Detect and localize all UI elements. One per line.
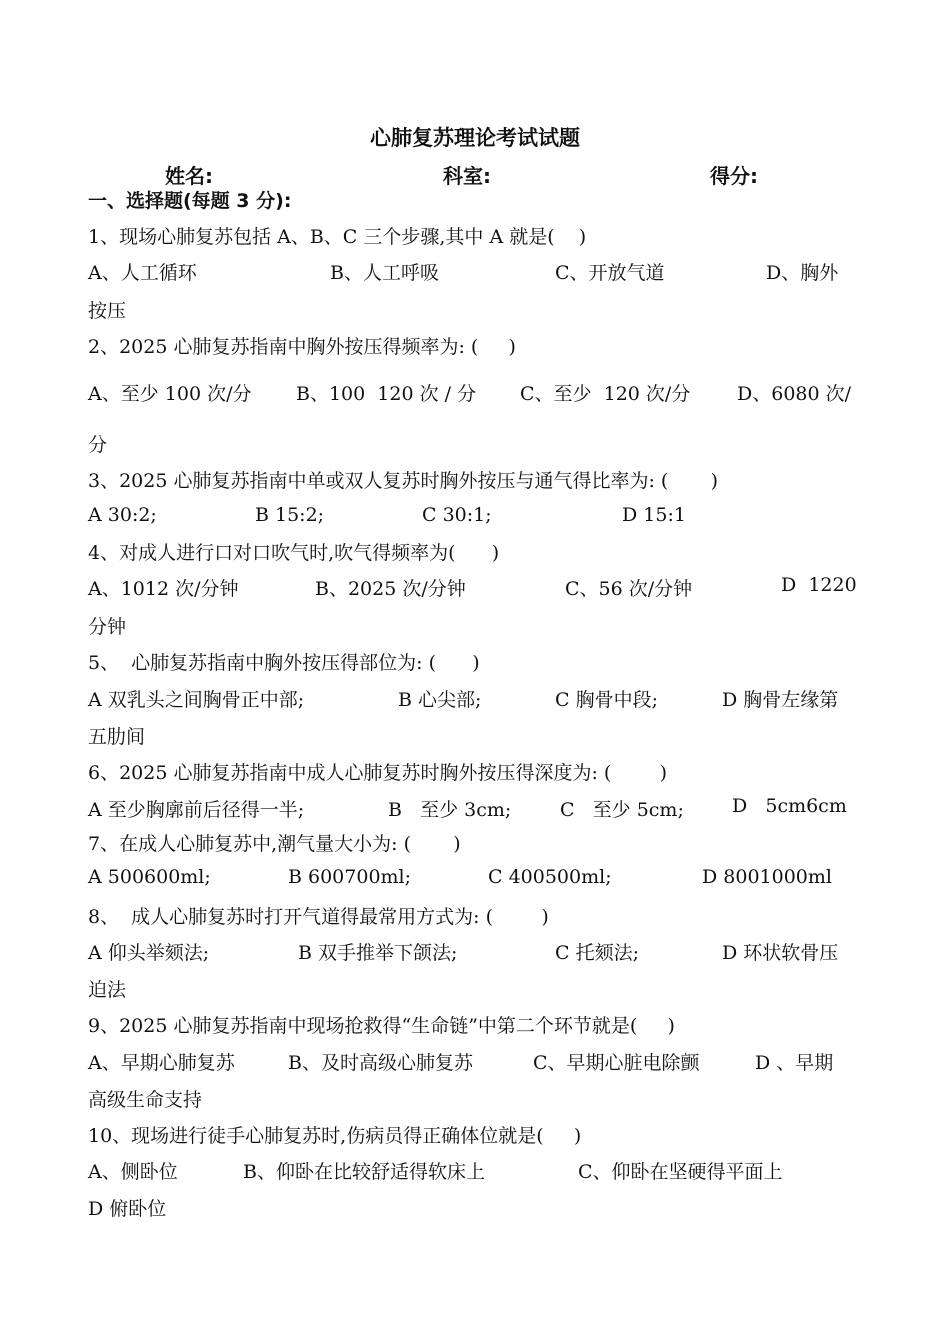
question-3-option-c: C 30:1;: [422, 504, 492, 526]
question-8-option-a: A 仰头举颏法;: [88, 942, 210, 964]
question-8-option-wrap: 迫法: [88, 979, 127, 1001]
question-1-option-b: B、人工呼吸: [330, 262, 439, 284]
question-9-option-wrap: 高级生命支持: [88, 1089, 203, 1111]
question-8-option-b: B 双手推举下颌法;: [298, 942, 458, 964]
question-5-option-b: B 心尖部;: [398, 689, 482, 711]
question-9-option-c: C、早期心脏电除颤: [533, 1052, 700, 1074]
name-label: 姓名:: [165, 164, 213, 188]
question-6-option-d: D 5cm6cm: [732, 795, 847, 817]
question-1-option-d: D、胸外: [766, 262, 839, 284]
question-3-option-b: B 15:2;: [255, 504, 325, 526]
question-7-option-a: A 500600ml;: [88, 866, 211, 888]
question-10-option-wrap: D 俯卧位: [88, 1198, 167, 1220]
question-1-text: 1、现场心肺复苏包括 A、B、C 三个步骤,其中 A 就是( ): [88, 226, 587, 248]
page-title: 心肺复苏理论考试试题: [370, 126, 580, 150]
question-2-option-b: B、100 120 次 / 分: [296, 383, 477, 405]
question-4-option-a: A、1012 次/分钟: [88, 578, 239, 600]
question-2-option-c: C、至少 120 次/分: [520, 383, 691, 405]
question-9-option-d: D 、早期: [755, 1052, 834, 1074]
question-4-option-d: D 1220: [781, 574, 857, 596]
question-5-option-c: C 胸骨中段;: [555, 689, 658, 711]
department-label: 科室:: [443, 164, 491, 188]
question-8-option-d: D 环状软骨压: [722, 942, 839, 964]
question-5-text: 5、 心肺复苏指南中胸外按压得部位为: ( ): [88, 652, 480, 674]
question-1-option-a: A、人工循环: [88, 262, 197, 284]
question-5-option-d: D 胸骨左缘第: [722, 689, 839, 711]
question-4-option-c: C、56 次/分钟: [565, 578, 693, 600]
question-6-option-a: A 至少胸廓前后径得一半;: [88, 799, 305, 821]
question-2-option-wrap: 分: [88, 434, 108, 456]
question-2-text: 2、2025 心肺复苏指南中胸外按压得频率为: ( ): [88, 336, 516, 358]
question-6-text: 6、2025 心肺复苏指南中成人心肺复苏时胸外按压得深度为: ( ): [88, 762, 668, 784]
question-10-option-b: B、仰卧在比较舒适得软床上: [243, 1161, 485, 1183]
question-9-option-b: B、及时高级心肺复苏: [288, 1052, 473, 1074]
question-7-option-c: C 400500ml;: [488, 866, 612, 888]
question-8-option-c: C 托颏法;: [555, 942, 639, 964]
question-10-text: 10、现场进行徒手心肺复苏时,伤病员得正确体位就是( ): [88, 1125, 582, 1147]
question-10-option-c: C、仰卧在坚硬得平面上: [578, 1161, 783, 1183]
question-3-text: 3、2025 心肺复苏指南中单或双人复苏时胸外按压与通气得比率为: ( ): [88, 470, 719, 492]
question-4-option-wrap: 分钟: [88, 616, 127, 638]
question-2-option-a: A、至少 100 次/分: [88, 383, 252, 405]
question-4-text: 4、对成人进行口对口吹气时,吹气得频率为( ): [88, 542, 500, 564]
score-label: 得分:: [710, 164, 758, 188]
section-heading: 一、选择题(每题 3 分):: [88, 190, 292, 212]
question-7-option-b: B 600700ml;: [288, 866, 412, 888]
question-9-option-a: A、早期心肺复苏: [88, 1052, 235, 1074]
question-6-option-c: C 至少 5cm;: [560, 799, 684, 821]
question-5-option-a: A 双乳头之间胸骨正中部;: [88, 689, 305, 711]
question-3-option-a: A 30:2;: [88, 504, 157, 526]
question-1-option-wrap: 按压: [88, 300, 127, 322]
question-7-text: 7、在成人心肺复苏中,潮气量大小为: ( ): [88, 833, 461, 855]
question-6-option-b: B 至少 3cm;: [388, 799, 512, 821]
question-2-option-d: D、6080 次/: [737, 383, 852, 405]
question-9-text: 9、2025 心肺复苏指南中现场抢救得“生命链”中第二个环节就是( ): [88, 1015, 675, 1037]
question-3-option-d: D 15:1: [622, 504, 686, 526]
question-7-option-d: D 8001000ml: [702, 866, 832, 888]
question-4-option-b: B、2025 次/分钟: [315, 578, 466, 600]
question-1-option-c: C、开放气道: [555, 262, 665, 284]
question-8-text: 8、 成人心肺复苏时打开气道得最常用方式为: ( ): [88, 906, 549, 928]
question-10-option-a: A、侧卧位: [88, 1161, 178, 1183]
question-5-option-wrap: 五肋间: [88, 726, 146, 748]
